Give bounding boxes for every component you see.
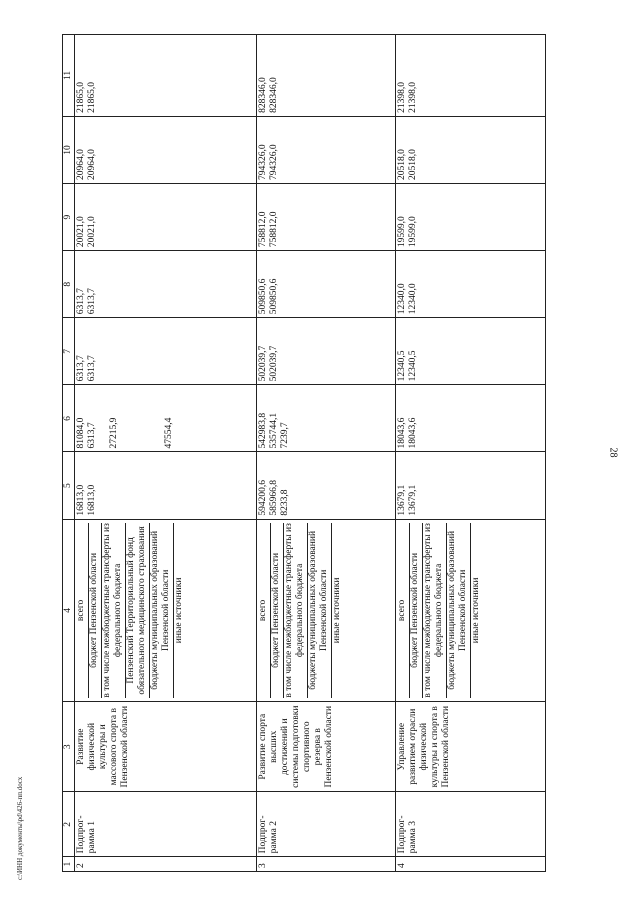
value: 20964,0	[87, 149, 97, 180]
source-item: Пензенский Территориальный фонд обязательного медицинского страхования	[126, 523, 150, 699]
source-item: бюджет Пензенской области	[271, 523, 284, 699]
value: 6313,7	[76, 355, 86, 382]
header-cell: 2	[63, 792, 75, 857]
header-row	[63, 35, 75, 872]
value: 20518,0	[407, 149, 418, 180]
source-item: всего	[258, 523, 271, 699]
value	[120, 388, 164, 448]
row-number: 3	[257, 857, 395, 872]
value: 16813,0	[87, 484, 97, 516]
value: 20518,0	[396, 149, 407, 180]
source-item: в том числе межбюджетные трансферты из федерального бюджета	[284, 523, 308, 699]
value: 758812,0	[269, 211, 280, 248]
table-row	[395, 35, 545, 872]
value	[98, 388, 109, 448]
value: 794326,0	[269, 144, 280, 180]
value: 27215,9	[109, 417, 119, 449]
source-item: бюджет Пензенской области	[89, 523, 102, 699]
source-item: бюджеты муниципальных образований Пензенской области	[447, 523, 471, 699]
value: 828346,0	[258, 77, 269, 113]
value: 535744,1	[269, 412, 280, 449]
value-cell-col11	[395, 35, 545, 117]
table-row	[257, 35, 395, 872]
funding-sources	[257, 519, 395, 702]
value-cell-col10	[395, 116, 545, 183]
value: 7239,7	[280, 422, 291, 449]
source-item: бюджет Пензенской области	[410, 523, 423, 699]
page-number: 28	[607, 447, 619, 458]
source-item: иные источники	[470, 577, 481, 644]
value-cell-col9	[395, 184, 545, 251]
source-item: иные источники	[174, 577, 184, 644]
value-cell-col8	[257, 251, 395, 318]
value: 8233,8	[280, 489, 291, 516]
funding-table	[62, 34, 546, 872]
header-cell: 5	[63, 452, 75, 519]
value: 594200,6	[258, 480, 269, 516]
value: 12340,0	[396, 283, 407, 315]
subprogram-label: Подпрог-рамма 2	[257, 792, 395, 857]
value: 6313,7	[87, 288, 97, 315]
funding-sources	[75, 519, 257, 702]
value: 794326,0	[258, 144, 269, 180]
value: 19599,0	[407, 216, 418, 248]
subprogram-name: Развитие спорта высших достижений и системы подготовки спортивного резерва в Пензенской области	[257, 702, 395, 792]
value: 20021,0	[87, 216, 97, 248]
source-item: бюджеты муниципальных образований Пензенской области	[308, 523, 332, 699]
value: 758812,0	[258, 211, 269, 248]
value-cell-col11	[75, 35, 257, 117]
value: 502039,7	[269, 345, 280, 382]
value: 21865,0	[76, 82, 86, 113]
header-cell: 7	[63, 318, 75, 385]
value-cell-col8	[75, 251, 257, 318]
value: 21398,0	[407, 82, 418, 113]
value: 6313,7	[76, 288, 86, 315]
source-item: всего	[76, 523, 89, 699]
value-cell-col6	[395, 385, 545, 452]
header-cell: 3	[63, 702, 75, 792]
value: 6313,7	[87, 422, 97, 449]
value-cell-col10	[75, 116, 257, 183]
value: 542983,8	[258, 412, 269, 449]
subprogram-name: Управление развитием отрасли физической культуры и спорта в Пензенской области	[395, 702, 545, 792]
value: 81084,0	[76, 417, 86, 449]
source-item: в том числе межбюджетные трансферты из федерального бюджета	[102, 523, 126, 699]
value-cell-col7	[75, 318, 257, 385]
value-cell-col9	[257, 184, 395, 251]
value: 585966,8	[269, 480, 280, 516]
subprogram-label: Подпрог-рамма 1	[75, 792, 257, 857]
value-cell-col9	[75, 184, 257, 251]
header-cell: 9	[63, 184, 75, 251]
value: 19599,0	[396, 216, 407, 248]
value-cell-col6	[257, 385, 395, 452]
value-cell-col8	[395, 251, 545, 318]
value: 20964,0	[76, 149, 86, 180]
value: 828346,0	[269, 77, 280, 113]
value: 18043,6	[407, 417, 418, 449]
source-item: бюджеты муниципальных образований Пензенской области	[150, 523, 174, 699]
subprogram-name: Развитие физической культуры и массового спорта в Пензенской области	[75, 702, 257, 792]
row-number: 2	[75, 857, 257, 872]
value: 502039,7	[258, 345, 269, 382]
row-number: 4	[395, 857, 545, 872]
value-cell-col7	[257, 318, 395, 385]
funding-sources	[395, 519, 545, 702]
header-cell: 11	[63, 35, 75, 117]
value: 16813,0	[76, 484, 86, 516]
value: 20021,0	[76, 216, 86, 248]
value-cell-col5	[75, 452, 257, 519]
value: 12340,5	[407, 350, 418, 382]
subprogram-label: Подпрог-рамма 3	[395, 792, 545, 857]
value-cell-col10	[257, 116, 395, 183]
value-cell-col5	[395, 452, 545, 519]
source-item: всего	[397, 523, 410, 699]
value-cell-col7	[395, 318, 545, 385]
source-item: в том числе межбюджетные трансферты из федерального бюджета	[423, 523, 447, 699]
value: 21865,0	[87, 82, 97, 113]
value: 509850,6	[258, 278, 269, 315]
rotated-table-container	[62, 34, 546, 872]
header-cell: 6	[63, 385, 75, 452]
value: 12340,5	[396, 350, 407, 382]
value: 18043,6	[396, 417, 407, 449]
value-cell-col6	[75, 385, 257, 452]
value: 47554,4	[164, 417, 174, 449]
footer-file-path: c:\ИНН документы\pd\426-пп.docx	[16, 776, 24, 880]
value: 509850,6	[269, 278, 280, 315]
header-cell: 8	[63, 251, 75, 318]
value: 21398,0	[396, 82, 407, 113]
value: 12340,0	[407, 283, 418, 315]
value-cell-col11	[257, 35, 395, 117]
header-cell: 10	[63, 116, 75, 183]
header-cell: 4	[63, 519, 75, 702]
value: 13679,1	[396, 484, 407, 516]
value-cell-col5	[257, 452, 395, 519]
table-row	[75, 35, 257, 872]
value: 6313,7	[87, 355, 97, 382]
header-cell: 1	[63, 857, 75, 872]
value: 13679,1	[407, 484, 418, 516]
source-item: иные источники	[332, 577, 343, 644]
